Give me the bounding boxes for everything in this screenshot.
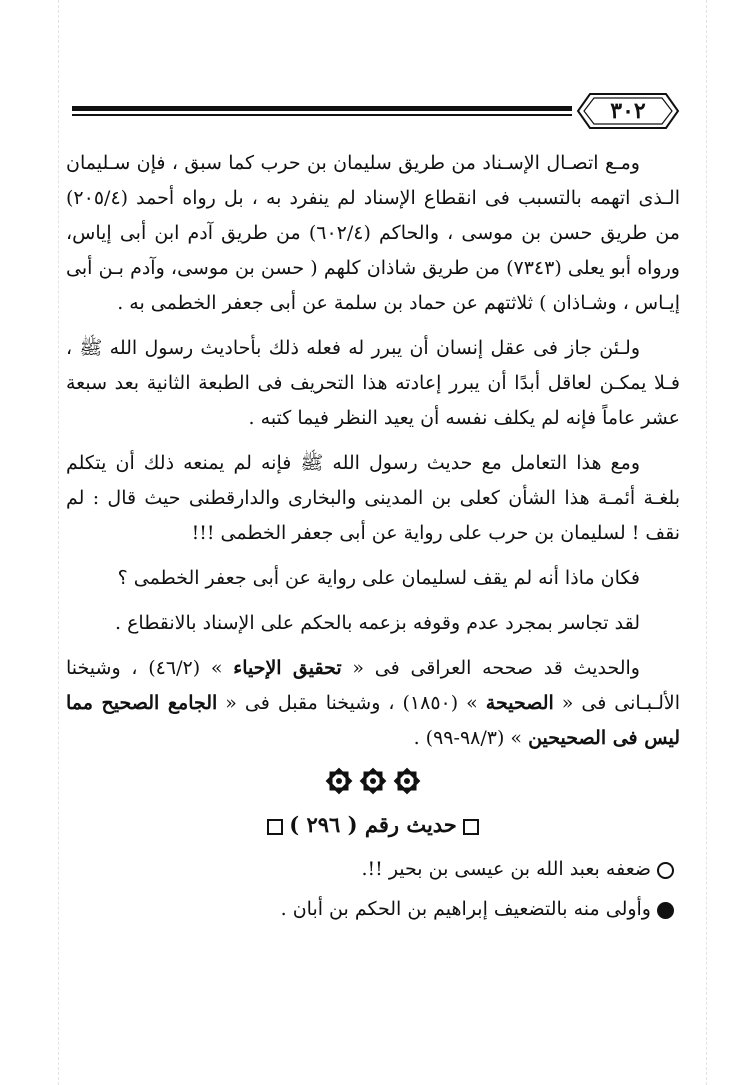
header-rule-thin [72,114,572,116]
hadith-item [66,852,674,886]
tashih-text-4: » (٩٨/٣-٩٩) . [413,727,529,749]
flower-ornament-icon [392,766,422,796]
tashih-text-1: والحديث قد صححه العراقى فى « [341,657,640,679]
section-ornament [66,766,680,796]
tashih-text-2: » (٤٦/٢) ، وشيخنا الألـبـانى فى « [66,657,680,714]
main-text [66,146,680,932]
scan-artifact [706,0,707,1085]
hadith-item-text: ضعفه بعبد الله بن عيسى بن بحير !!. [361,858,651,880]
book-title-sahiha: الصحيحة [485,692,554,714]
hadith-title: حديث رقم ( ٢٩٦ ) [289,812,457,837]
book-title-jami: الجامع الصحيح مما ليس فى الصحيحين [66,692,680,749]
paragraph-isnad: ومـع اتصـال الإسـناد من طريق سليمان بن حرب كما سبق ، فإن سـليمان الـذى اتهمه بالتسبب فى انقطاع الإسناد لم ينفرد به ، بل رواه أحمد (٢٠٥/٤) من طريق حسن بن موسى ، والحاكم (٦٠٢/٤) من طريق آدم ابن أبى إياس، ورواه أبو يعلى (٧٣٤٣) من طريق شاذان كلهم ( حسن بن موسى، وآدم بـن أبى إيـاس ، وشـاذان ) ثلاثتهم عن حماد بن سلمة عن أبى جعفر الخطمى به . [66,152,680,314]
hadith-item [66,892,674,926]
square-bullet-icon [267,819,283,835]
page-header [72,92,680,132]
paragraph-aimmah: ومع هذا التعامل مع حديث رسول الله ﷺ فإنه لم يمنعه ذلك أن يتكلم بلغـة أئمـة هذا الشأن كعلى بن المدينى والبخارى والدارقطنى حيث قال : لم نقف ! لسليمان بن حرب على رواية عن أبى جعفر الخطمى !!! [66,452,680,544]
header-rule-thick [72,106,572,111]
flower-ornament-icon [324,766,354,796]
paragraph-tajasur: لقد تجاسر بمجرد عدم وقوفه بزعمه بالحكم على الإسناد بالانقطاع . [114,612,640,634]
hadith-heading [66,808,680,842]
paragraph-question: فكان ماذا أنه لم يقف لسليمان على رواية عن أبى جعفر الخطمى ؟ [117,567,640,589]
tashih-text-3: » (١٨٥٠) ، وشيخنا مقبل فى « [217,692,486,714]
hadith-item-text: وأولى منه بالتضعيف إبراهيم بن الحكم بن أبان . [280,898,651,920]
paragraph-tashih [66,651,680,756]
hollow-circle-icon [657,862,674,879]
book-title-ihya: تحقيق الإحياء [233,657,342,679]
paragraph-tahrif: ولـئن جاز فى عقل إنسان أن يبرر له فعله ذلك بأحاديث رسول الله ﷺ ، فـلا يمكـن لعاقل أبدًا أن يبرر إعادته هذا التحريف فى الطبعة الثانية بعد سبعة عشر عاماً فإنه لم يكلف نفسه أن يعيد النظر فيما كتبه . [66,337,680,429]
square-bullet-icon [463,819,479,835]
scan-artifact [58,0,59,1085]
filled-circle-icon [657,902,674,919]
page-number: ٣٠٢ [610,98,646,124]
flower-ornament-icon [358,766,388,796]
